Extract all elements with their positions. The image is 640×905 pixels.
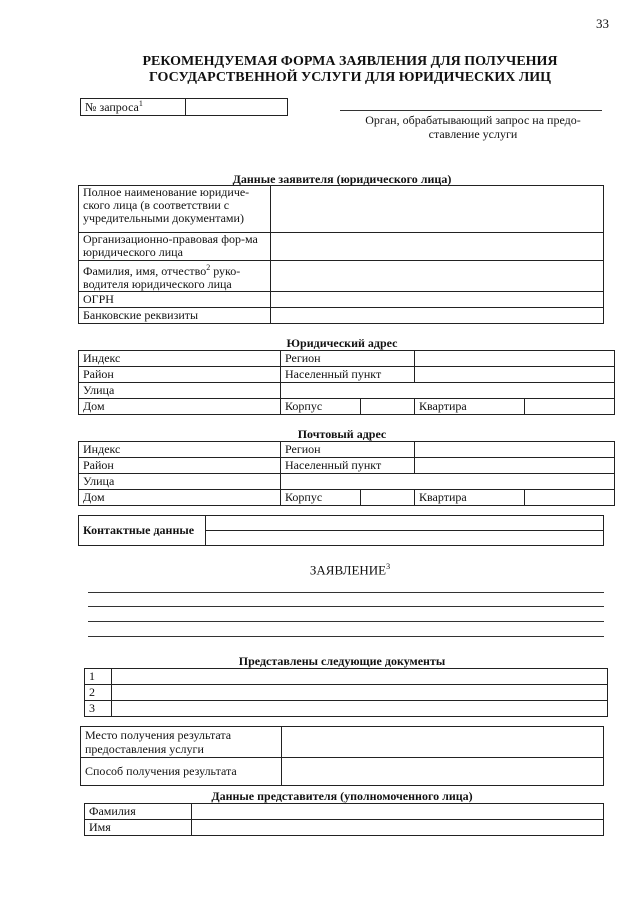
legal-address-heading: Юридический адрес: [286, 336, 398, 350]
applicant-full-name-label: Полное наименование юридиче-ского лица (в соответствии с учредительными документами): [79, 186, 271, 233]
documents-heading: Представлены следующие документы: [238, 654, 446, 668]
postal-apartment-field[interactable]: [525, 490, 615, 506]
applicant-legal-form-label: Организационно-правовая фор-ма юридического лица: [79, 233, 271, 261]
representative-table: [84, 803, 604, 836]
representative-surname-field[interactable]: [192, 804, 604, 820]
statement-line-2[interactable]: [88, 606, 604, 607]
legal-apartment-label: Квартира: [415, 399, 525, 415]
result-table: [80, 726, 604, 786]
legal-district-label: Район: [79, 367, 281, 383]
document-field-3[interactable]: [112, 701, 608, 717]
legal-region-label: Регион: [281, 351, 415, 367]
statement-line-1[interactable]: [88, 592, 604, 593]
representative-name-label: Имя: [85, 820, 192, 836]
applicant-full-name-field[interactable]: [271, 186, 604, 233]
postal-address-heading: Почтовый адрес: [297, 427, 387, 441]
postal-street-field[interactable]: [281, 474, 615, 490]
legal-street-field[interactable]: [281, 383, 615, 399]
contact-table: [78, 515, 604, 546]
applicant-ogrn-label: ОГРН: [79, 292, 271, 308]
legal-locality-field[interactable]: [415, 367, 615, 383]
postal-house-label: Дом: [79, 490, 281, 506]
postal-index-label: Индекс: [79, 442, 281, 458]
postal-locality-field[interactable]: [415, 458, 615, 474]
postal-street-label: Улица: [79, 474, 281, 490]
request-number-table: [80, 98, 288, 116]
document-field-1[interactable]: [112, 669, 608, 685]
representative-surname-label: Фамилия: [85, 804, 192, 820]
document-field-2[interactable]: [112, 685, 608, 701]
statement-line-3[interactable]: [88, 621, 604, 622]
postal-locality-label: Населенный пункт: [281, 458, 415, 474]
applicant-heading: Данные заявителя (юридического лица): [232, 172, 452, 186]
postal-building-field[interactable]: [361, 490, 415, 506]
contact-label: Контактные данные: [79, 516, 206, 546]
postal-district-label: Район: [79, 458, 281, 474]
result-method-field[interactable]: [282, 758, 604, 786]
document-number: 3: [85, 701, 112, 717]
result-place-label: Место получения результата предоставления услуги: [81, 727, 282, 758]
result-method-label: Способ получения результата: [81, 758, 282, 786]
document-number: 2: [85, 685, 112, 701]
documents-table: [84, 668, 608, 717]
form-title-line-2: ГОСУДАРСТВЕННОЙ УСЛУГИ ДЛЯ ЮРИДИЧЕСКИХ ЛИЦ: [148, 70, 552, 85]
page-number: 33: [596, 16, 609, 31]
postal-address-table: [78, 441, 615, 506]
form-title-line-1: РЕКОМЕНДУЕМАЯ ФОРМА ЗАЯВЛЕНИЯ ДЛЯ ПОЛУЧЕНИЯ: [142, 54, 558, 69]
legal-region-field[interactable]: [415, 351, 615, 367]
applicant-table: [78, 185, 604, 324]
applicant-bank-field[interactable]: [271, 308, 604, 324]
request-number-label: № запроса$^1$: [81, 99, 186, 116]
applicant-ogrn-field[interactable]: [271, 292, 604, 308]
applicant-head-fio-field[interactable]: [271, 261, 604, 292]
legal-building-field[interactable]: [361, 399, 415, 415]
representative-heading: Данные представителя (уполномоченного лица): [211, 789, 473, 803]
legal-locality-label: Населенный пункт: [281, 367, 415, 383]
legal-address-table: [78, 350, 615, 415]
applicant-bank-label: Банковские реквизиты: [79, 308, 271, 324]
contact-field-2[interactable]: [206, 531, 604, 546]
statement-line-4[interactable]: [88, 636, 604, 637]
organ-line: [340, 110, 602, 111]
applicant-legal-form-field[interactable]: [271, 233, 604, 261]
statement-heading: ЗАЯВЛЕНИЕ$^3$: [309, 562, 391, 578]
legal-building-label: Корпус: [281, 399, 361, 415]
contact-field-1[interactable]: [206, 516, 604, 531]
representative-name-field[interactable]: [192, 820, 604, 836]
postal-region-label: Регион: [281, 442, 415, 458]
postal-region-field[interactable]: [415, 442, 615, 458]
applicant-head-fio-label: Фамилия, имя, отчество$^2$ руко-водителя юридического лица: [79, 261, 271, 292]
document-number: 1: [85, 669, 112, 685]
legal-index-label: Индекс: [79, 351, 281, 367]
result-place-field[interactable]: [282, 727, 604, 758]
postal-apartment-label: Квартира: [415, 490, 525, 506]
organ-caption-2: ставление услуги: [428, 127, 518, 141]
organ-caption-1: Орган, обрабатывающий запрос на предо-: [365, 113, 581, 127]
postal-building-label: Корпус: [281, 490, 361, 506]
legal-street-label: Улица: [79, 383, 281, 399]
legal-house-label: Дом: [79, 399, 281, 415]
legal-apartment-field[interactable]: [525, 399, 615, 415]
request-number-field[interactable]: [186, 99, 288, 116]
